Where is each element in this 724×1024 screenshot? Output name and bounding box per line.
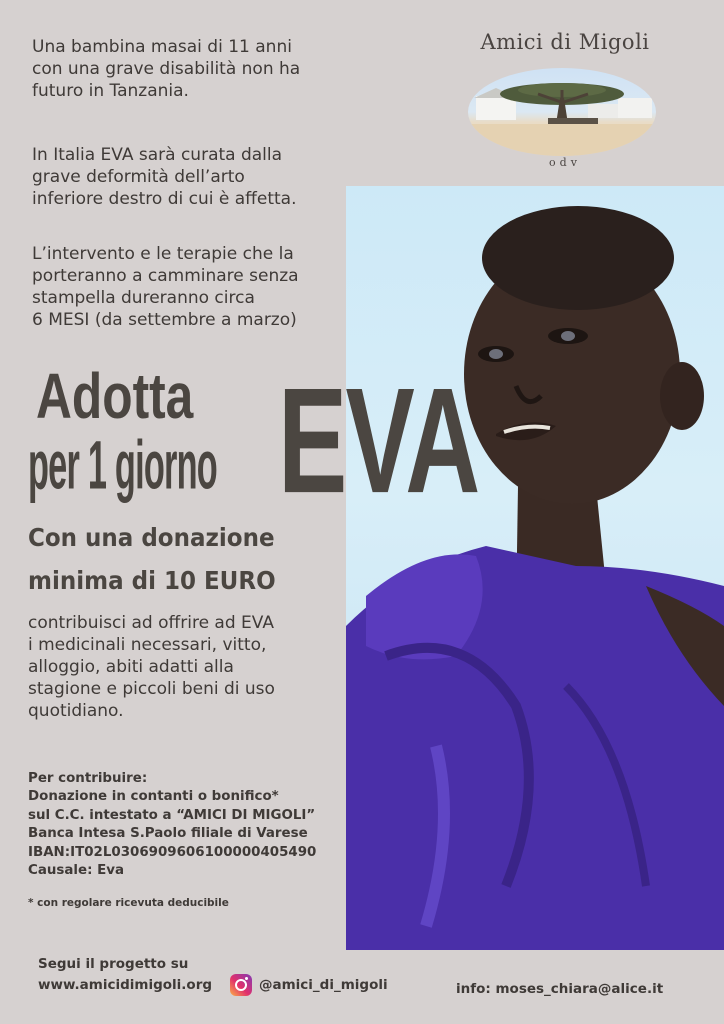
bank-heading: Per contribuire: xyxy=(28,771,148,786)
acacia-tree-image xyxy=(468,68,656,156)
association-logo xyxy=(462,28,668,176)
intro-paragraph-1: Una bambina masai di 11 anni con una grave disabilità non ha futuro in Tanzania. xyxy=(32,37,301,101)
donation-line-1: Con una donazione xyxy=(28,523,275,552)
donation-line-2: minima di 10 EURO xyxy=(28,566,276,595)
instagram-handle: @amici_di_migoli xyxy=(259,977,388,993)
contact-email[interactable]: info: moses_chiara@alice.it xyxy=(456,981,664,997)
instagram-icon xyxy=(230,974,252,996)
eva-photo xyxy=(346,186,724,950)
iban: IBAN:IT02L0306909606100000405490 xyxy=(28,844,317,860)
causale: Causale: Eva xyxy=(28,863,125,879)
headline-adotta: Adotta xyxy=(36,361,194,432)
bank-line-3: Banca Intesa S.Paolo filiale di Varese xyxy=(28,826,308,842)
follow-block xyxy=(38,954,212,996)
intro-paragraph-3: L’intervento e le terapie che la porteranno a camminare senza stampella dureranno circa 6 MESI (da settembre a marzo) xyxy=(32,244,299,330)
receipt-note: * con regolare ricevuta deducibile xyxy=(28,897,229,909)
logo-subtitle: odv xyxy=(549,156,581,169)
bank-line-2: sul C.C. intestato a “AMICI DI MIGOLI” xyxy=(28,807,316,823)
website-link[interactable]: www.amicidimigoli.org xyxy=(38,977,213,993)
headline-per-un-giorno: per 1 giorno xyxy=(28,428,217,504)
instagram-link[interactable] xyxy=(230,974,388,996)
bank-details xyxy=(28,770,348,880)
contribution-text: contribuisci ad offrire ad EVA i medicinali necessari, vitto, alloggio, abiti adatti alla stagione e piccoli beni di uso quotidiano. xyxy=(28,613,275,721)
bank-line-1: Donazione in contanti o bonifico* xyxy=(28,789,279,805)
logo-title: Amici di Migoli xyxy=(480,30,650,54)
intro-paragraph-2: In Italia EVA sarà curata dalla grave deformità dell’arto inferiore destro di cui è affetta. xyxy=(32,145,297,209)
follow-label: Segui il progetto su xyxy=(38,956,189,972)
headline-eva: EVA xyxy=(278,357,479,526)
